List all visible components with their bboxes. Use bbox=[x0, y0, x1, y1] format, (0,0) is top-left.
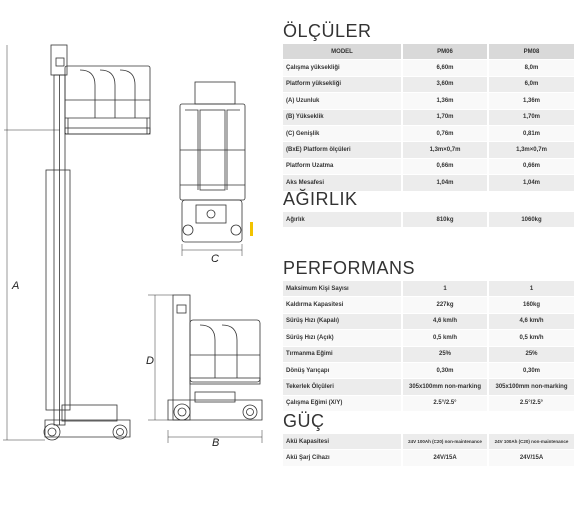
row-value: 1060kg bbox=[488, 212, 574, 228]
row-value: 1,36m bbox=[402, 93, 488, 109]
table-row bbox=[283, 281, 574, 297]
row-value: 1,04m bbox=[402, 175, 488, 191]
row-value: 160kg bbox=[488, 297, 574, 313]
row-value: 3,60m bbox=[402, 76, 488, 92]
row-value: 305x100mm non-marking bbox=[488, 379, 574, 395]
table-row bbox=[283, 313, 574, 329]
row-value: 1,3m×0,7m bbox=[488, 142, 574, 158]
row-value: 0,5 km/h bbox=[488, 330, 574, 346]
row-label: Çalışma Eğimi (X/Y) bbox=[283, 395, 402, 411]
row-label: Sürüş Hızı (Açık) bbox=[283, 330, 402, 346]
row-value: 0,66m bbox=[402, 158, 488, 174]
technical-drawings bbox=[0, 0, 280, 470]
row-value: 1 bbox=[402, 281, 488, 297]
dimension-label-b: B bbox=[212, 437, 220, 449]
row-label: Akü Şarj Cihazı bbox=[283, 450, 402, 466]
table-row bbox=[283, 93, 574, 109]
row-value: 1,04m bbox=[488, 175, 574, 191]
row-value: 0,5 km/h bbox=[402, 330, 488, 346]
performance-table bbox=[283, 281, 574, 412]
row-value: 24V/15A bbox=[402, 450, 488, 466]
table-row bbox=[283, 60, 574, 76]
table-row bbox=[283, 142, 574, 158]
row-value: 0,30m bbox=[488, 362, 574, 378]
row-label: (BxE) Platform ölçüleri bbox=[283, 142, 402, 158]
section-title-dimensions: ÖLÇÜLER bbox=[283, 21, 372, 41]
table-row bbox=[283, 125, 574, 141]
row-value: 0,76m bbox=[402, 125, 488, 141]
row-value: 0,81m bbox=[488, 125, 574, 141]
row-label: Maksimum Kişi Sayısı bbox=[283, 281, 402, 297]
row-label: Platform Uzatma bbox=[283, 158, 402, 174]
dimension-label-d: D bbox=[146, 355, 154, 367]
row-value: 810kg bbox=[402, 212, 488, 228]
row-value: 2.5°/2.5° bbox=[402, 395, 488, 411]
table-row bbox=[283, 450, 574, 466]
row-value: 4,6 km/h bbox=[488, 313, 574, 329]
dimension-label-a: A bbox=[12, 280, 20, 292]
row-value: 305x100mm non-marking bbox=[402, 379, 488, 395]
row-label: Platform yüksekliği bbox=[283, 76, 402, 92]
row-label: Aks Mesafesi bbox=[283, 175, 402, 191]
table-row bbox=[283, 76, 574, 92]
section-title-performance: PERFORMANS bbox=[283, 258, 416, 278]
row-value: 25% bbox=[402, 346, 488, 362]
table-row bbox=[283, 158, 574, 174]
row-label: (B) Yükseklik bbox=[283, 109, 402, 125]
table-row bbox=[283, 346, 574, 362]
header-cell: PM08 bbox=[488, 44, 574, 60]
row-value: 4,6 km/h bbox=[402, 313, 488, 329]
row-value: 0,66m bbox=[488, 158, 574, 174]
row-value: 6,60m bbox=[402, 60, 488, 76]
row-label: Dönüş Yarıçapı bbox=[283, 362, 402, 378]
row-value: 0,30m bbox=[402, 362, 488, 378]
table-row bbox=[283, 434, 574, 450]
row-label: (A) Uzunluk bbox=[283, 93, 402, 109]
weight-table bbox=[283, 212, 574, 228]
row-label: Kaldırma Kapasitesi bbox=[283, 297, 402, 313]
row-label: Çalışma yüksekliği bbox=[283, 60, 402, 76]
table-row bbox=[283, 362, 574, 378]
row-label: Sürüş Hızı (Kapalı) bbox=[283, 313, 402, 329]
row-value: 24V 100Ah (C20) non-maintenance bbox=[402, 434, 488, 450]
row-value: 1,70m bbox=[488, 109, 574, 125]
row-label: Tırmanma Eğimi bbox=[283, 346, 402, 362]
table-row bbox=[283, 109, 574, 125]
row-value: 227kg bbox=[402, 297, 488, 313]
row-value: 2.5°/2.5° bbox=[488, 395, 574, 411]
row-label: Akü Kapasitesi bbox=[283, 434, 402, 450]
table-row bbox=[283, 297, 574, 313]
section-title-power: GÜÇ bbox=[283, 411, 325, 431]
row-value: 6,0m bbox=[488, 76, 574, 92]
table-header-row bbox=[283, 44, 574, 60]
row-value: 1,70m bbox=[402, 109, 488, 125]
dimension-label-c: C bbox=[211, 253, 219, 265]
section-title-weight: AĞIRLIK bbox=[283, 189, 358, 209]
table-row bbox=[283, 379, 574, 395]
row-value: 1 bbox=[488, 281, 574, 297]
row-label: Tekerlek Ölçüleri bbox=[283, 379, 402, 395]
row-value: 1,3m×0,7m bbox=[402, 142, 488, 158]
row-value: 24V 100Ah (C20) non-maintenance bbox=[488, 434, 574, 450]
row-value: 1,36m bbox=[488, 93, 574, 109]
header-cell: MODEL bbox=[283, 44, 402, 60]
row-label: (C) Genişlik bbox=[283, 125, 402, 141]
table-row bbox=[283, 330, 574, 346]
row-label: Ağırlık bbox=[283, 212, 402, 228]
row-value: 24V/15A bbox=[488, 450, 574, 466]
table-row bbox=[283, 212, 574, 228]
row-value: 8,0m bbox=[488, 60, 574, 76]
row-value: 25% bbox=[488, 346, 574, 362]
power-table bbox=[283, 434, 574, 467]
header-cell: PM06 bbox=[402, 44, 488, 60]
table-row bbox=[283, 395, 574, 411]
dimensions-table bbox=[283, 44, 574, 192]
